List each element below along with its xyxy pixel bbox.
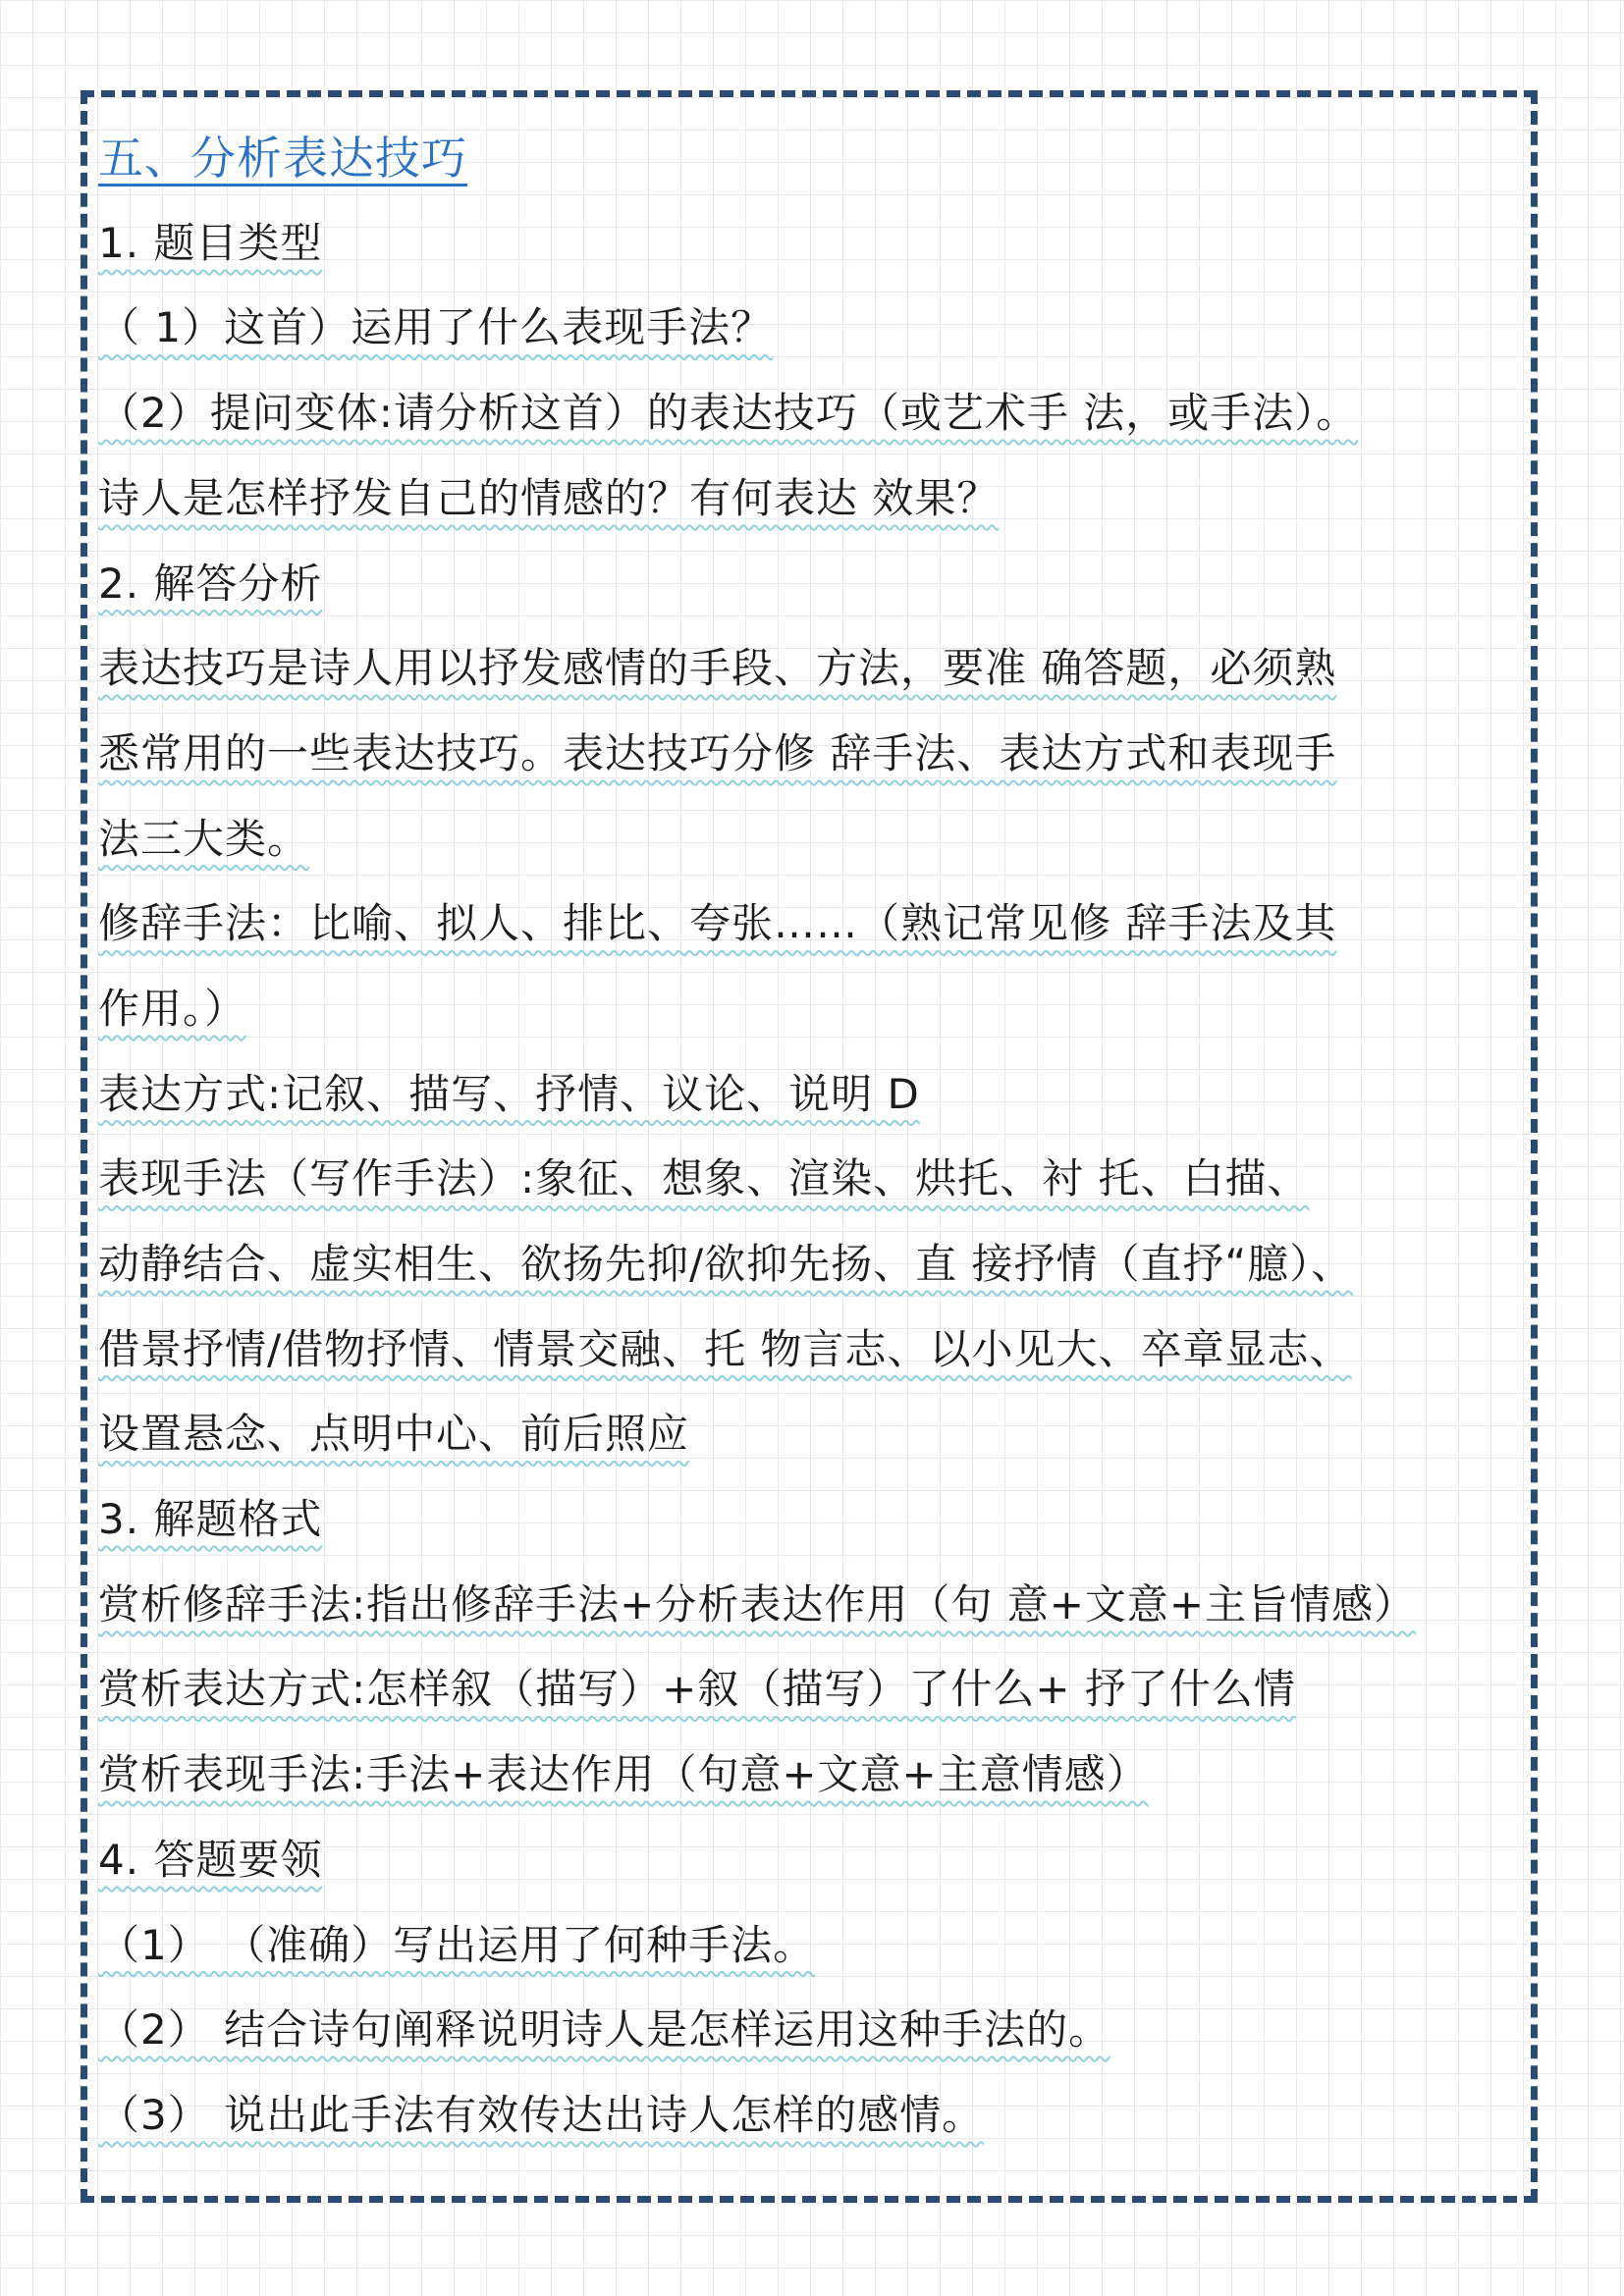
subheading-answer-essentials: 4. 答题要领 <box>98 1835 323 1884</box>
subheading-answer-analysis: 2. 解答分析 <box>98 559 323 608</box>
subheading-answer-format: 3. 解题格式 <box>98 1495 323 1544</box>
text-line: （1） （准确）写出运用了何种手法。 <box>98 1920 816 1969</box>
text-line: 表现手法（写作手法）:象征、想象、渲染、烘托、衬 托、白描、 <box>98 1154 1310 1203</box>
text-line: （3） 说出此手法有效传达出诗人怎样的感情。 <box>98 2090 985 2139</box>
text-line: 赏析表现手法:手法+表达作用（句意+文意+主意情感） <box>98 1750 1149 1799</box>
text-line: 诗人是怎样抒发自己的情感的？有何表达 效果？ <box>98 473 1000 522</box>
text-line: 表达技巧是诗人用以抒发感情的手段、方法，要准 确答题，必须熟 <box>98 644 1337 693</box>
text-line: 法三大类。 <box>98 814 310 863</box>
text-line: 作用。） <box>98 984 247 1033</box>
subheading-question-types: 1. 题目类型 <box>98 218 323 267</box>
text-line: 表达方式:记叙、描写、抒情、议论、说明 D <box>98 1069 920 1118</box>
text-line: 赏析修辞手法:指出修辞手法+分析表达作用（句 意+文意+主旨情感） <box>98 1579 1417 1629</box>
text-line: 赏析表达方式:怎样叙（描写）+叙（描写）了什么+ 抒了什么情 <box>98 1665 1296 1714</box>
document-content <box>98 116 1542 2159</box>
text-line: 悉常用的一些表达技巧。表达技巧分修 辞手法、表达方式和表现手 <box>98 728 1337 777</box>
text-line: 修辞手法：比喻、拟人、排比、夸张……（熟记常见修 辞手法及其 <box>98 899 1337 948</box>
text-line: 设置悬念、点明中心、前后照应 <box>98 1410 690 1459</box>
section-title: 五、分析表达技巧 <box>98 131 467 185</box>
text-line: 借景抒情/借物抒情、情景交融、托 物言志、以小见大、卒章显志、 <box>98 1324 1352 1373</box>
text-line: （2） 结合诗句阐释说明诗人是怎样运用这种手法的。 <box>98 2005 1111 2055</box>
text-line: （ 1）这首）运用了什么表现手法？ <box>98 303 774 352</box>
text-line: 动静结合、虚实相生、欲扬先抑/欲抑先扬、直 接抒情（直抒“臆）、 <box>98 1240 1354 1289</box>
text-line: （2）提问变体:请分析这首）的表达技巧（或艺术手 法，或手法）。 <box>98 389 1359 438</box>
